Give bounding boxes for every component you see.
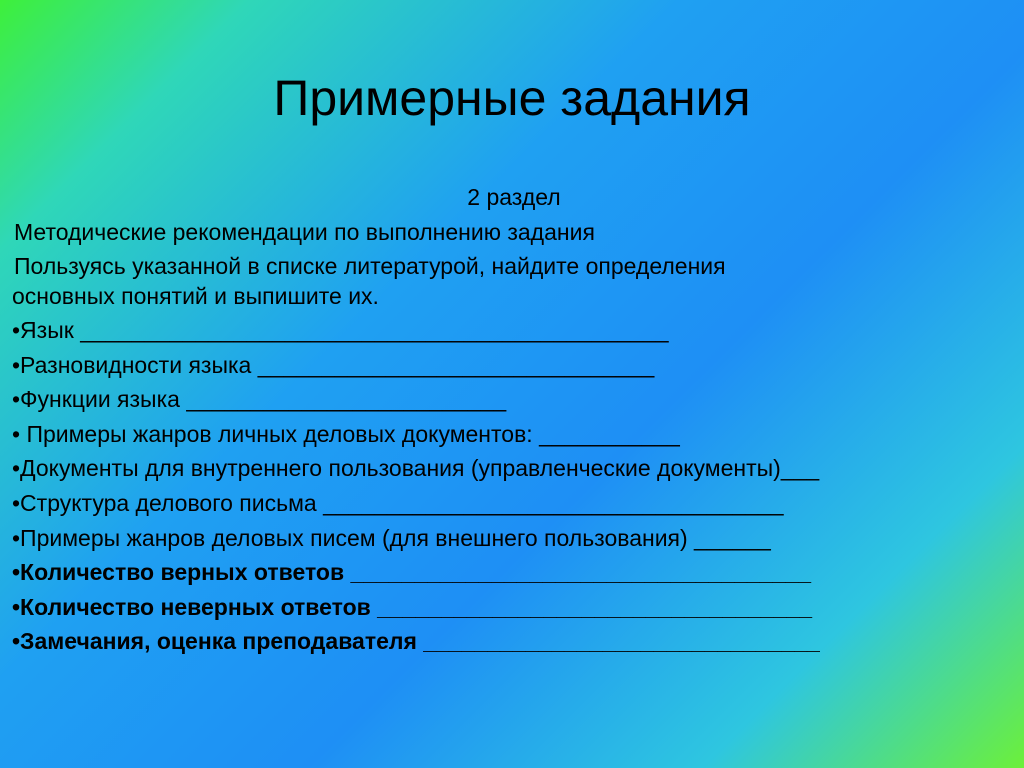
list-item: •Структура делового письма ____________________________________ [12, 489, 784, 516]
list-item: •Функции языка _________________________ [12, 386, 507, 413]
slide-title: Примерные задания [273, 70, 751, 126]
slide-content [12, 182, 1016, 661]
list-item: •Замечания, оценка преподавателя _______________________________ [12, 628, 820, 655]
list-item: •Язык ______________________________________________ [12, 317, 669, 343]
list-item: •Количество неверных ответов __________________________________ [12, 593, 813, 620]
instruction-line-1: Пользуясь указанной в списке литературой, найдите определения [14, 253, 726, 279]
instruction-line-2: основных понятий и выпишите их. [12, 283, 379, 309]
section-label: 2 раздел [467, 184, 561, 210]
list-item: •Разновидности языка _______________________________ [12, 351, 655, 378]
list-item: •Документы для внутреннего пользования (управленческие документы)___ [12, 455, 820, 482]
list-item: • Примеры жанров личных деловых документов: ___________ [12, 420, 680, 447]
list-item: •Количество верных ответов ____________________________________ [12, 559, 811, 586]
list-item: •Примеры жанров деловых писем (для внешнего пользования) ______ [12, 524, 771, 551]
subtitle: Методические рекомендации по выполнению задания [14, 219, 595, 245]
